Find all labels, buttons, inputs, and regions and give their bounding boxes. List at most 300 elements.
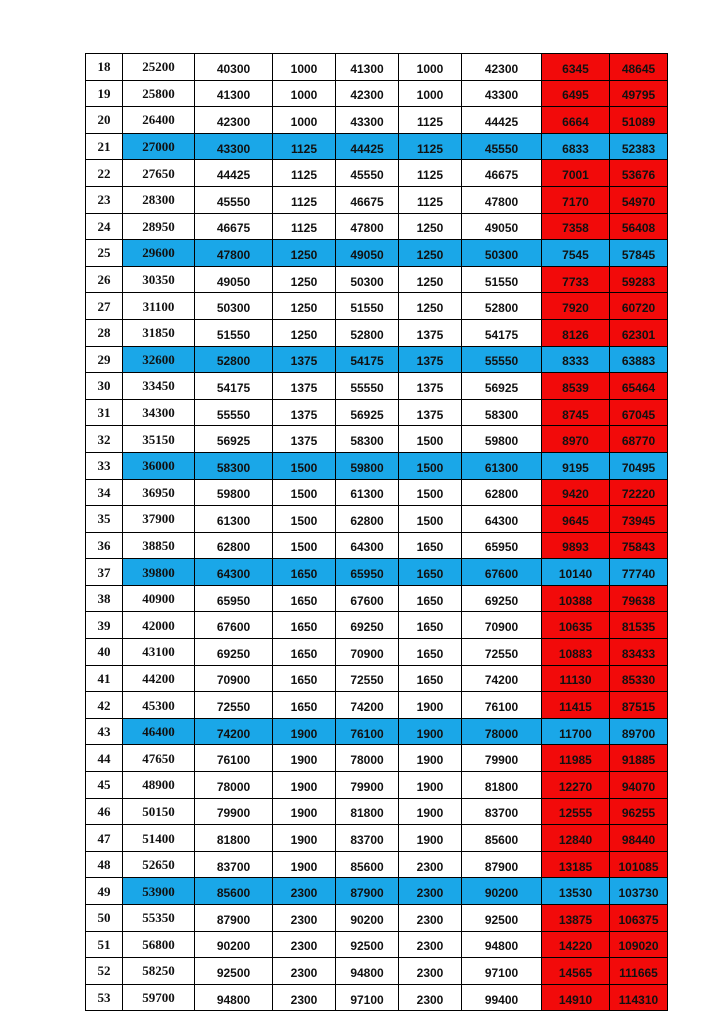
- grade-cell: 35: [86, 506, 123, 533]
- value-cell: 94800: [336, 958, 399, 985]
- value-cell: 87900: [462, 851, 542, 878]
- value-cell: 43300: [462, 80, 542, 107]
- table-row: [86, 639, 668, 666]
- amount-cell: 12555: [542, 798, 610, 825]
- grade-cell: 19: [86, 80, 123, 107]
- base-cell: 32600: [123, 346, 195, 373]
- value-cell: 49050: [195, 266, 273, 293]
- base-cell: 56800: [123, 931, 195, 958]
- value-cell: 64300: [462, 506, 542, 533]
- grade-cell: 34: [86, 479, 123, 506]
- amount-cell: 14910: [542, 984, 610, 1011]
- value-cell: 83700: [195, 851, 273, 878]
- value-cell: 97100: [336, 984, 399, 1011]
- table-row: [86, 293, 668, 320]
- table-row-highlighted: [86, 718, 668, 745]
- step-cell: 1375: [273, 346, 336, 373]
- value-cell: 43300: [336, 107, 399, 134]
- value-cell: 41300: [336, 54, 399, 81]
- value-cell: 85600: [336, 851, 399, 878]
- grade-cell: 39: [86, 612, 123, 639]
- base-cell: 25800: [123, 80, 195, 107]
- table-row: [86, 798, 668, 825]
- step-cell: 1000: [399, 54, 462, 81]
- value-cell: 79900: [336, 772, 399, 799]
- value-cell: 76100: [336, 718, 399, 745]
- value-cell: 74200: [462, 665, 542, 692]
- total-cell: 94070: [610, 772, 668, 799]
- value-cell: 55550: [195, 399, 273, 426]
- step-cell: 2300: [399, 905, 462, 932]
- value-cell: 92500: [336, 931, 399, 958]
- step-cell: 1500: [399, 452, 462, 479]
- base-cell: 46400: [123, 718, 195, 745]
- table-row: [86, 984, 668, 1011]
- total-cell: 60720: [610, 293, 668, 320]
- table-row: [86, 160, 668, 187]
- value-cell: 92500: [462, 905, 542, 932]
- value-cell: 78000: [195, 772, 273, 799]
- step-cell: 1375: [399, 346, 462, 373]
- amount-cell: 7170: [542, 186, 610, 213]
- table-row: [86, 213, 668, 240]
- amount-cell: 8970: [542, 426, 610, 453]
- step-cell: 1900: [399, 745, 462, 772]
- value-cell: 46675: [462, 160, 542, 187]
- value-cell: 79900: [195, 798, 273, 825]
- total-cell: 65464: [610, 373, 668, 400]
- value-cell: 47800: [462, 186, 542, 213]
- table-row: [86, 532, 668, 559]
- total-cell: 114310: [610, 984, 668, 1011]
- total-cell: 72220: [610, 479, 668, 506]
- base-cell: 47650: [123, 745, 195, 772]
- grade-cell: 37: [86, 559, 123, 586]
- total-cell: 81535: [610, 612, 668, 639]
- value-cell: 47800: [336, 213, 399, 240]
- value-cell: 61300: [462, 452, 542, 479]
- value-cell: 78000: [336, 745, 399, 772]
- value-cell: 78000: [462, 718, 542, 745]
- step-cell: 1900: [273, 798, 336, 825]
- value-cell: 70900: [462, 612, 542, 639]
- value-cell: 67600: [195, 612, 273, 639]
- step-cell: 1650: [273, 559, 336, 586]
- amount-cell: 11700: [542, 718, 610, 745]
- step-cell: 1900: [273, 772, 336, 799]
- value-cell: 94800: [195, 984, 273, 1011]
- amount-cell: 9420: [542, 479, 610, 506]
- base-cell: 55350: [123, 905, 195, 932]
- grade-cell: 30: [86, 373, 123, 400]
- value-cell: 42300: [462, 54, 542, 81]
- amount-cell: 13185: [542, 851, 610, 878]
- value-cell: 69250: [336, 612, 399, 639]
- value-cell: 52800: [195, 346, 273, 373]
- value-cell: 55550: [336, 373, 399, 400]
- total-cell: 59283: [610, 266, 668, 293]
- value-cell: 58300: [462, 399, 542, 426]
- amount-cell: 8126: [542, 319, 610, 346]
- grade-cell: 48: [86, 851, 123, 878]
- value-cell: 72550: [336, 665, 399, 692]
- step-cell: 1650: [399, 585, 462, 612]
- total-cell: 70495: [610, 452, 668, 479]
- base-cell: 40900: [123, 585, 195, 612]
- grade-cell: 23: [86, 186, 123, 213]
- value-cell: 42300: [195, 107, 273, 134]
- step-cell: 1125: [273, 186, 336, 213]
- value-cell: 62800: [462, 479, 542, 506]
- step-cell: 1900: [273, 718, 336, 745]
- table-row: [86, 612, 668, 639]
- amount-cell: 9195: [542, 452, 610, 479]
- total-cell: 73945: [610, 506, 668, 533]
- value-cell: 76100: [195, 745, 273, 772]
- step-cell: 1000: [273, 80, 336, 107]
- total-cell: 57845: [610, 240, 668, 267]
- value-cell: 65950: [336, 559, 399, 586]
- step-cell: 1250: [399, 240, 462, 267]
- step-cell: 1250: [273, 240, 336, 267]
- step-cell: 2300: [399, 851, 462, 878]
- total-cell: 111665: [610, 958, 668, 985]
- amount-cell: 10388: [542, 585, 610, 612]
- base-cell: 45300: [123, 692, 195, 719]
- base-cell: 44200: [123, 665, 195, 692]
- amount-cell: 6495: [542, 80, 610, 107]
- table-row: [86, 825, 668, 852]
- amount-cell: 7733: [542, 266, 610, 293]
- step-cell: 1650: [399, 665, 462, 692]
- step-cell: 1375: [399, 399, 462, 426]
- grade-cell: 44: [86, 745, 123, 772]
- value-cell: 46675: [195, 213, 273, 240]
- value-cell: 59800: [336, 452, 399, 479]
- table-row: [86, 931, 668, 958]
- amount-cell: 8745: [542, 399, 610, 426]
- amount-cell: 14565: [542, 958, 610, 985]
- value-cell: 76100: [462, 692, 542, 719]
- step-cell: 1500: [273, 506, 336, 533]
- amount-cell: 6833: [542, 133, 610, 160]
- grade-cell: 25: [86, 240, 123, 267]
- value-cell: 79900: [462, 745, 542, 772]
- value-cell: 52800: [336, 319, 399, 346]
- step-cell: 1375: [399, 373, 462, 400]
- value-cell: 61300: [195, 506, 273, 533]
- value-cell: 45550: [195, 186, 273, 213]
- step-cell: 1125: [399, 186, 462, 213]
- total-cell: 106375: [610, 905, 668, 932]
- total-cell: 96255: [610, 798, 668, 825]
- grade-cell: 22: [86, 160, 123, 187]
- step-cell: 1500: [273, 479, 336, 506]
- step-cell: 1900: [399, 692, 462, 719]
- step-cell: 1500: [399, 479, 462, 506]
- table-row-highlighted: [86, 559, 668, 586]
- value-cell: 49050: [336, 240, 399, 267]
- table-row-highlighted: [86, 240, 668, 267]
- table-row: [86, 665, 668, 692]
- step-cell: 1500: [273, 532, 336, 559]
- base-cell: 33450: [123, 373, 195, 400]
- value-cell: 97100: [462, 958, 542, 985]
- step-cell: 1000: [273, 54, 336, 81]
- step-cell: 2300: [273, 931, 336, 958]
- base-cell: 34300: [123, 399, 195, 426]
- total-cell: 98440: [610, 825, 668, 852]
- grade-cell: 26: [86, 266, 123, 293]
- base-cell: 50150: [123, 798, 195, 825]
- value-cell: 67600: [462, 559, 542, 586]
- table-row: [86, 186, 668, 213]
- base-cell: 36000: [123, 452, 195, 479]
- value-cell: 81800: [336, 798, 399, 825]
- value-cell: 64300: [195, 559, 273, 586]
- total-cell: 85330: [610, 665, 668, 692]
- grade-cell: 21: [86, 133, 123, 160]
- value-cell: 44425: [195, 160, 273, 187]
- total-cell: 54970: [610, 186, 668, 213]
- step-cell: 2300: [399, 878, 462, 905]
- amount-cell: 8539: [542, 373, 610, 400]
- amount-cell: 7920: [542, 293, 610, 320]
- total-cell: 77740: [610, 559, 668, 586]
- value-cell: 45550: [462, 133, 542, 160]
- table-row: [86, 54, 668, 81]
- table-row: [86, 585, 668, 612]
- total-cell: 56408: [610, 213, 668, 240]
- value-cell: 81800: [462, 772, 542, 799]
- grade-cell: 28: [86, 319, 123, 346]
- step-cell: 1900: [399, 772, 462, 799]
- amount-cell: 13530: [542, 878, 610, 905]
- value-cell: 74200: [195, 718, 273, 745]
- base-cell: 42000: [123, 612, 195, 639]
- step-cell: 2300: [399, 958, 462, 985]
- step-cell: 1250: [399, 266, 462, 293]
- value-cell: 62800: [336, 506, 399, 533]
- step-cell: 1125: [273, 213, 336, 240]
- total-cell: 63883: [610, 346, 668, 373]
- step-cell: 1125: [273, 160, 336, 187]
- amount-cell: 11415: [542, 692, 610, 719]
- step-cell: 2300: [273, 958, 336, 985]
- table-body: [86, 54, 668, 1011]
- value-cell: 94800: [462, 931, 542, 958]
- table-row: [86, 506, 668, 533]
- step-cell: 1250: [399, 213, 462, 240]
- value-cell: 50300: [195, 293, 273, 320]
- total-cell: 68770: [610, 426, 668, 453]
- value-cell: 90200: [195, 931, 273, 958]
- base-cell: 27000: [123, 133, 195, 160]
- grade-cell: 43: [86, 718, 123, 745]
- total-cell: 52383: [610, 133, 668, 160]
- table-row: [86, 479, 668, 506]
- amount-cell: 6664: [542, 107, 610, 134]
- value-cell: 90200: [336, 905, 399, 932]
- table-row: [86, 772, 668, 799]
- amount-cell: 10635: [542, 612, 610, 639]
- value-cell: 47800: [195, 240, 273, 267]
- base-cell: 25200: [123, 54, 195, 81]
- step-cell: 1375: [273, 399, 336, 426]
- grade-cell: 33: [86, 452, 123, 479]
- step-cell: 1650: [399, 532, 462, 559]
- grade-cell: 36: [86, 532, 123, 559]
- grade-cell: 20: [86, 107, 123, 134]
- step-cell: 1125: [273, 133, 336, 160]
- value-cell: 58300: [336, 426, 399, 453]
- step-cell: 1000: [273, 107, 336, 134]
- step-cell: 1900: [399, 718, 462, 745]
- table-row: [86, 745, 668, 772]
- value-cell: 83700: [336, 825, 399, 852]
- base-cell: 59700: [123, 984, 195, 1011]
- value-cell: 43300: [195, 133, 273, 160]
- value-cell: 74200: [336, 692, 399, 719]
- step-cell: 1375: [273, 373, 336, 400]
- total-cell: 48645: [610, 54, 668, 81]
- value-cell: 87900: [195, 905, 273, 932]
- value-cell: 64300: [336, 532, 399, 559]
- value-cell: 69250: [195, 639, 273, 666]
- step-cell: 1500: [273, 452, 336, 479]
- grade-cell: 32: [86, 426, 123, 453]
- step-cell: 1125: [399, 107, 462, 134]
- value-cell: 56925: [462, 373, 542, 400]
- base-cell: 53900: [123, 878, 195, 905]
- grade-cell: 45: [86, 772, 123, 799]
- table-row: [86, 692, 668, 719]
- step-cell: 2300: [399, 931, 462, 958]
- value-cell: 72550: [462, 639, 542, 666]
- base-cell: 27650: [123, 160, 195, 187]
- step-cell: 1650: [399, 612, 462, 639]
- base-cell: 29600: [123, 240, 195, 267]
- value-cell: 42300: [336, 80, 399, 107]
- grade-cell: 40: [86, 639, 123, 666]
- table-row: [86, 80, 668, 107]
- total-cell: 51089: [610, 107, 668, 134]
- step-cell: 1250: [273, 293, 336, 320]
- value-cell: 67600: [336, 585, 399, 612]
- step-cell: 1650: [273, 585, 336, 612]
- base-cell: 37900: [123, 506, 195, 533]
- base-cell: 36950: [123, 479, 195, 506]
- base-cell: 38850: [123, 532, 195, 559]
- base-cell: 48900: [123, 772, 195, 799]
- step-cell: 2300: [273, 984, 336, 1011]
- table-row: [86, 958, 668, 985]
- step-cell: 1650: [273, 665, 336, 692]
- table-row: [86, 399, 668, 426]
- grade-cell: 51: [86, 931, 123, 958]
- step-cell: 1500: [399, 506, 462, 533]
- base-cell: 52650: [123, 851, 195, 878]
- value-cell: 52800: [462, 293, 542, 320]
- value-cell: 41300: [195, 80, 273, 107]
- total-cell: 67045: [610, 399, 668, 426]
- base-cell: 51400: [123, 825, 195, 852]
- value-cell: 51550: [195, 319, 273, 346]
- value-cell: 85600: [195, 878, 273, 905]
- step-cell: 1125: [399, 160, 462, 187]
- grade-cell: 27: [86, 293, 123, 320]
- value-cell: 54175: [336, 346, 399, 373]
- base-cell: 31850: [123, 319, 195, 346]
- step-cell: 2300: [273, 878, 336, 905]
- value-cell: 92500: [195, 958, 273, 985]
- total-cell: 87515: [610, 692, 668, 719]
- grade-cell: 49: [86, 878, 123, 905]
- table-row-highlighted: [86, 133, 668, 160]
- value-cell: 55550: [462, 346, 542, 373]
- base-cell: 43100: [123, 639, 195, 666]
- grade-cell: 31: [86, 399, 123, 426]
- amount-cell: 11985: [542, 745, 610, 772]
- value-cell: 69250: [462, 585, 542, 612]
- step-cell: 1250: [399, 293, 462, 320]
- step-cell: 1900: [273, 825, 336, 852]
- value-cell: 56925: [336, 399, 399, 426]
- value-cell: 50300: [336, 266, 399, 293]
- total-cell: 79638: [610, 585, 668, 612]
- salary-table: [85, 53, 668, 1011]
- value-cell: 56925: [195, 426, 273, 453]
- value-cell: 70900: [336, 639, 399, 666]
- amount-cell: 12270: [542, 772, 610, 799]
- step-cell: 1250: [273, 266, 336, 293]
- amount-cell: 10140: [542, 559, 610, 586]
- value-cell: 72550: [195, 692, 273, 719]
- total-cell: 49795: [610, 80, 668, 107]
- value-cell: 51550: [336, 293, 399, 320]
- table-row-highlighted: [86, 878, 668, 905]
- grade-cell: 29: [86, 346, 123, 373]
- value-cell: 46675: [336, 186, 399, 213]
- grade-cell: 53: [86, 984, 123, 1011]
- step-cell: 1250: [273, 319, 336, 346]
- step-cell: 1650: [399, 639, 462, 666]
- step-cell: 1000: [399, 80, 462, 107]
- value-cell: 54175: [195, 373, 273, 400]
- amount-cell: 13875: [542, 905, 610, 932]
- amount-cell: 6345: [542, 54, 610, 81]
- value-cell: 44425: [336, 133, 399, 160]
- grade-cell: 46: [86, 798, 123, 825]
- value-cell: 49050: [462, 213, 542, 240]
- table-row-highlighted: [86, 452, 668, 479]
- value-cell: 54175: [462, 319, 542, 346]
- value-cell: 59800: [462, 426, 542, 453]
- amount-cell: 12840: [542, 825, 610, 852]
- amount-cell: 10883: [542, 639, 610, 666]
- step-cell: 1375: [273, 426, 336, 453]
- value-cell: 85600: [462, 825, 542, 852]
- grade-cell: 50: [86, 905, 123, 932]
- grade-cell: 52: [86, 958, 123, 985]
- base-cell: 39800: [123, 559, 195, 586]
- step-cell: 1500: [399, 426, 462, 453]
- value-cell: 61300: [336, 479, 399, 506]
- grade-cell: 42: [86, 692, 123, 719]
- amount-cell: 9893: [542, 532, 610, 559]
- base-cell: 28950: [123, 213, 195, 240]
- table-row: [86, 266, 668, 293]
